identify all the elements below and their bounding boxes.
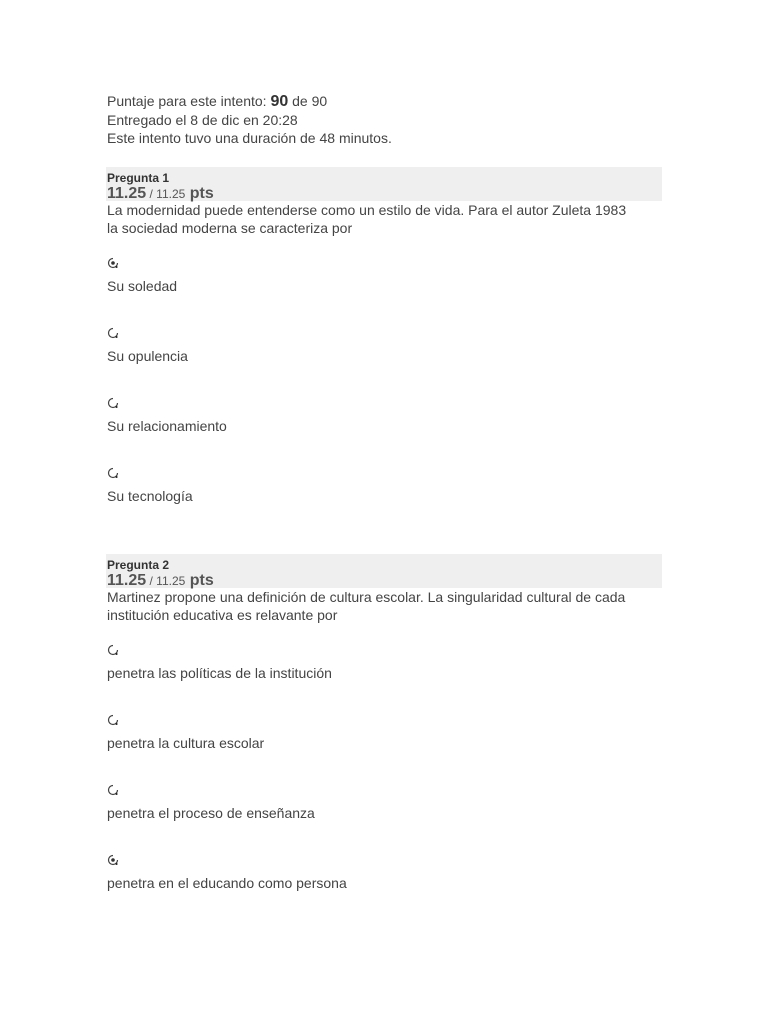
answer-label: penetra el proceso de enseñanza [107, 805, 315, 821]
answer-label: Su tecnología [107, 488, 193, 504]
attempt-duration: Este intento tuvo una duración de 48 minutos. [107, 130, 392, 146]
question-1 [107, 167, 662, 504]
question-header [106, 554, 662, 588]
points-unit: pts [185, 572, 214, 589]
answer-option[interactable] [107, 644, 507, 682]
radio-unselected-icon[interactable] [107, 784, 119, 796]
points-total: 11.25 [156, 574, 186, 588]
radio-selected-icon[interactable] [107, 257, 119, 269]
answer-label: penetra en el educando como persona [107, 875, 347, 891]
question-header [106, 167, 662, 201]
answer-option[interactable] [107, 327, 507, 365]
question-2 [107, 554, 662, 891]
answer-option[interactable] [107, 714, 507, 752]
points-separator: / [146, 574, 157, 588]
question-title: Pregunta 1 [107, 171, 170, 185]
attempt-summary [107, 92, 392, 147]
points-separator: / [146, 187, 157, 201]
score-suffix: de 90 [288, 93, 328, 109]
points-earned: 11.25 [107, 185, 147, 202]
radio-unselected-icon[interactable] [107, 327, 119, 339]
submitted-date: Entregado el 8 de dic en 20:28 [107, 112, 298, 128]
score-value: 90 [270, 93, 289, 110]
answer-label: Su relacionamiento [107, 418, 227, 434]
score-line [107, 92, 392, 111]
answer-option[interactable] [107, 467, 507, 505]
answer-option[interactable] [107, 854, 507, 892]
radio-selected-icon[interactable] [107, 854, 119, 866]
radio-unselected-icon[interactable] [107, 644, 119, 656]
answer-option[interactable] [107, 257, 507, 295]
question-text: La modernidad puede entenderse como un estilo de vida. Para el autor Zuleta 1983 la sociedad moderna se caracteriza por [107, 202, 627, 236]
answer-label: Su soledad [107, 278, 178, 294]
question-text: Martinez propone una definición de cultura escolar. La singularidad cultural de cada institución educativa es relavante por [107, 589, 626, 623]
answer-label: penetra las políticas de la institución [107, 665, 332, 681]
score-prefix: Puntaje para este intento: [107, 93, 271, 109]
answer-option[interactable] [107, 397, 507, 435]
points-earned: 11.25 [107, 572, 147, 589]
points-total: 11.25 [156, 187, 186, 201]
answer-label: Su opulencia [107, 348, 188, 364]
radio-unselected-icon[interactable] [107, 467, 119, 479]
answer-option[interactable] [107, 784, 507, 822]
points-unit: pts [185, 185, 214, 202]
radio-unselected-icon[interactable] [107, 397, 119, 409]
answer-label: penetra la cultura escolar [107, 735, 265, 751]
radio-unselected-icon[interactable] [107, 714, 119, 726]
question-title: Pregunta 2 [107, 558, 170, 572]
